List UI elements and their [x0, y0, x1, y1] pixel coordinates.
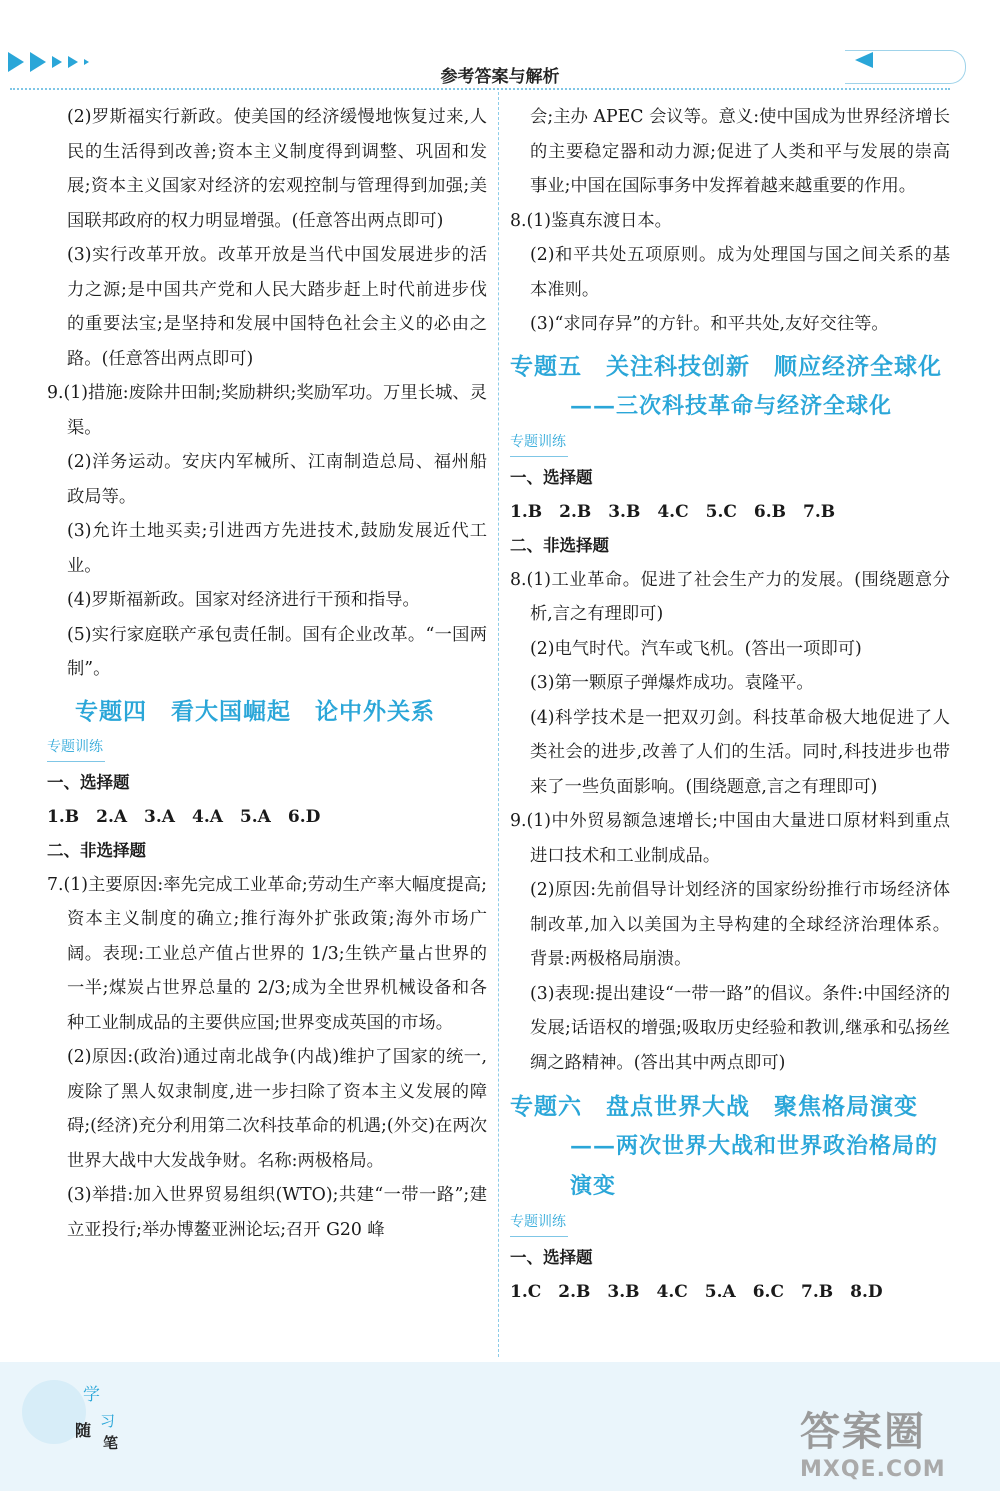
left-column [47, 100, 487, 1247]
answer-paragraph: 8.(1)鉴真东渡日本。 [510, 210, 672, 231]
answer-paragraph: (2)电气时代。汽车或飞机。(答出一项即可) [530, 638, 862, 659]
answer-paragraph: (2)和平共处五项原则。成为处理国与国之间关系的基本准则。 [530, 245, 950, 300]
answer-paragraph: (3)表现:提出建设“一带一路”的倡议。条件:中国经济的发展;话语权的增强;吸取历史经验和教训,继承和弘扬丝绸之路精神。(答出其中两点即可) [530, 983, 950, 1073]
topic-title: 专题六 盘点世界大战 聚焦格局演变 [510, 1093, 918, 1120]
answer-paragraph: 7.(1)主要原因:率先完成工业革命;劳动生产率大幅度提高;资本主义制度的确立;推行海外扩张政策;海外市场广阔。表现:工业总产值占世界的 1/3;生铁产量占世界的一半;煤炭占世界总量的 2/3;成为全世界机械设备和各种工业制成品的主要供应国;世界变成英国的市场。 [47, 874, 487, 1033]
page-header [0, 0, 1000, 100]
topic-title: 专题四 看大国崛起 论中外关系 [75, 697, 435, 725]
section-heading: 一、选择题 [47, 772, 130, 792]
study-notes-char: 习 [100, 1412, 116, 1430]
answer-paragraph: (3)举措:加入世界贸易组织(WTO);共建“一带一路”;建立亚投行;举办博鳌亚洲论坛;召开 G20 峰 [67, 1185, 487, 1240]
answer-paragraph: (2)洋务运动。安庆内军械所、江南制造总局、福州船政局等。 [67, 452, 487, 507]
section-tag: 专题训练 [47, 737, 105, 762]
study-notes-label [55, 1370, 125, 1460]
answer-paragraph: (3)实行改革开放。改革开放是当代中国发展进步的活力之源;是中国共产党和人民大踏步赶上时代前进步伐的重要法宝;是坚持和发展中国特色社会主义的必由之路。(任意答出两点即可) [67, 245, 487, 369]
section-heading: 二、非选择题 [510, 535, 609, 555]
right-column [510, 100, 950, 1309]
answer-paragraph: (5)实行家庭联产承包责任制。国有企业改革。“一国两制”。 [67, 624, 487, 679]
topic-title: 专题五 关注科技创新 顺应经济全球化 [510, 352, 942, 380]
study-notes-char: 笔 [103, 1434, 119, 1452]
topic-subtitle: ——三次科技革命与经济全球化 [570, 392, 893, 419]
answer-paragraph: (3)第一颗原子弹爆炸成功。袁隆平。 [530, 673, 814, 693]
column-divider [498, 92, 499, 1357]
section-heading: 二、非选择题 [47, 840, 146, 860]
answer-paragraph: (2)原因:先前倡导计划经济的国家纷纷推行市场经济体制改革,加入以美国为主导构建的全球经济治理体系。背景:两极格局崩溃。 [530, 880, 950, 969]
topic-subtitle: ——两次世界大战和世界政治格局的演变 [570, 1133, 939, 1199]
section-heading: 一、选择题 [510, 467, 593, 487]
answer-paragraph: 9.(1)中外贸易额急速增长;中国由大量进口原材料到重点进口技术和工业制成品。 [510, 811, 950, 866]
choice-answers: 1.C 2.B 3.B 4.C 5.A 6.C 7.B 8.D [510, 1282, 883, 1302]
header-divider [10, 88, 950, 90]
answer-paragraph: 会;主办 APEC 会议等。意义:使中国成为世界经济增长的主要稳定器和动力源;促进了人类和平与发展的崇高事业;中国在国际事务中发挥着越来越重要的作用。 [530, 107, 950, 196]
watermark [800, 1400, 990, 1486]
answer-paragraph: (3)允许土地买卖;引进西方先进技术,鼓励发展近代工业。 [67, 521, 487, 576]
answer-paragraph: (2)罗斯福实行新政。使美国的经济缓慢地恢复过来,人民的生活得到改善;资本主义制度得到调整、巩固和发展;资本主义国家对经济的宏观控制与管理得到加强;美国联邦政府的权力明显增强。(任意答出两点即可) [67, 107, 487, 231]
page-title: 参考答案与解析 [440, 67, 560, 87]
study-notes-char: 学 [83, 1385, 100, 1405]
answer-paragraph: (4)科学技术是一把双刃剑。科技革命极大地促进了人类社会的进步,改善了人们的生活。同时,科技进步也带来了一些负面影响。(围绕题意,言之有理即可) [530, 707, 950, 797]
answer-paragraph: (3)“求同存异”的方针。和平共处,友好交往等。 [530, 314, 889, 334]
answer-paragraph: (2)原因:(政治)通过南北战争(内战)维护了国家的统一,废除了黑人奴隶制度,进一步扫除了资本主义发展的障碍;(经济)充分利用第二次科技革命的机遇;(外交)在两次世界大战中大发战争财。名称:两极格局。 [67, 1047, 487, 1171]
answer-paragraph: (4)罗斯福新政。国家对经济进行干预和指导。 [67, 590, 420, 610]
choice-answers: 1.B 2.A 3.A 4.A 5.A 6.D [47, 806, 321, 827]
answer-paragraph: 8.(1)工业革命。促进了社会生产力的发展。(围绕题意分析,言之有理即可) [510, 569, 950, 624]
section-tag: 专题训练 [510, 432, 568, 457]
watermark-url: MXQE.COM [800, 1457, 946, 1482]
arrow-left-icon [855, 52, 873, 68]
section-tag: 专题训练 [510, 1212, 568, 1237]
section-heading: 一、选择题 [510, 1248, 593, 1267]
study-notes-char: 随 [75, 1421, 92, 1440]
watermark-logo-text: 答案圈 [800, 1409, 926, 1455]
answer-paragraph: 9.(1)措施:废除井田制;奖励耕织;奖励军功。万里长城、灵渠。 [47, 383, 487, 438]
choice-answers: 1.B 2.B 3.B 4.C 5.C 6.B 7.B [510, 501, 836, 522]
